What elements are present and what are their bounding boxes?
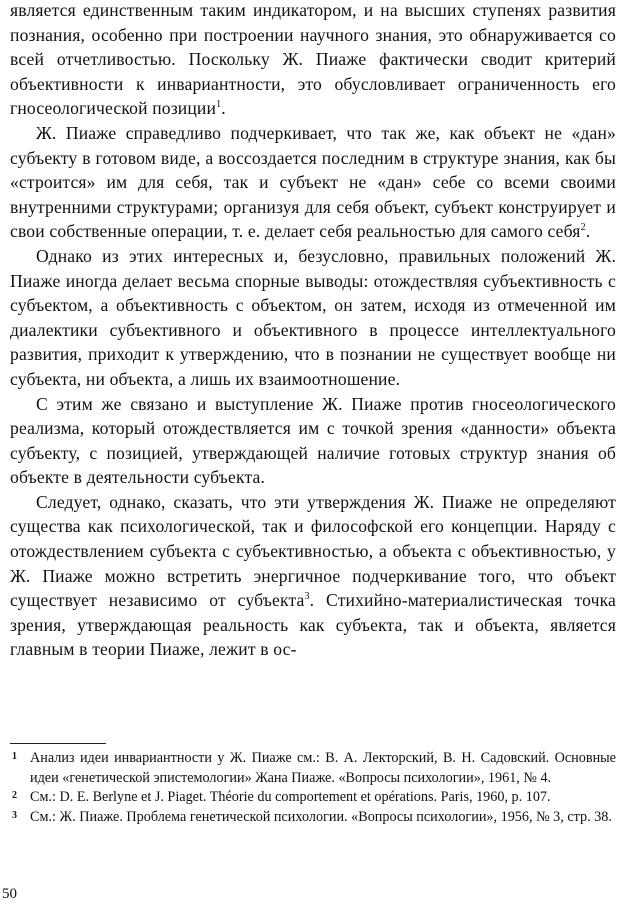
main-text xyxy=(10,0,616,662)
footnote-text: Анализ идеи инвариантности у Ж. Пиаже см.: В. А. Лекторский, В. Н. Садовский. Основные идеи «генетической эпистемологии» Жана Пиаже. «Вопросы психологии», 1961, № 4. xyxy=(30,750,616,786)
footnote-divider xyxy=(10,743,106,744)
paragraph: Ж. Пиаже справедливо подчеркивает, что так же, как объект не «дан» субъекту в готовом виде, а воссоздается последним в структуре знания, как бы «строится» им для себя, так и субъект не «дан» себе со всеми своими внутренними структурами; организуя для себя объект, субъект конструирует и свои собственные операции, т. е. делает себя реальностью для самого себя$^2$. xyxy=(10,122,616,242)
paragraph: С этим же связано и выступление Ж. Пиаже против гносеологического реализма, который отождествляется им с точкой зрения «данности» объекта субъекту, с позицией, утверждающей наличие готовых структур знания об объекте в деятельности субъекта. xyxy=(10,393,616,488)
footnote-text: См.: Ж. Пиаже. Проблема генетической психологии. «Вопросы психологии», 1956, № 3, стр. 38. xyxy=(30,808,612,825)
footnote-mark: 3 xyxy=(12,809,17,821)
footnote-text: См.: D. E. Berlyne et J. Piaget. Théorie du comportement et opérations. Paris, 1960, p. 107. xyxy=(30,789,551,806)
footnote xyxy=(10,788,616,808)
footnote-mark: 1 xyxy=(12,751,17,762)
paragraph: является единственным таким индикатором, и на высших ступенях развития познания, особенно при построении научного знания, это обнаруживается со всей отчетливостью. Поскольку Ж. Пиаже фактически сводит критерий объективности к инвариантности, это обусловливает ограниченность его гносеологической позиции$^1$. xyxy=(10,0,616,119)
paragraph: Однако из этих интересных и, безусловно, правильных положений Ж. Пиаже иногда делает весьма спорные выводы: отождествляя субъективность с субъектом, а объективность с объектом, он затем, исходя из отмеченной им диалектики субъективного и объективного в процессе интеллектуального развития, приходит к утверждению, что в познании не существует вообще ни субъекта, ни объекта, а лишь их взаимоотношение. xyxy=(10,245,616,389)
page-number: 50 xyxy=(2,886,17,902)
footnotes xyxy=(10,749,616,827)
footnote-ref[interactable]: 2 xyxy=(580,222,586,234)
footnote-ref[interactable]: 1 xyxy=(216,99,222,111)
footnote xyxy=(10,749,616,788)
footnote xyxy=(10,808,616,828)
paragraph: Следует, однако, сказать, что эти утверждения Ж. Пиаже не определяют существа как психологической, так и философской его концепции. Наряду с отождествлением субъекта с субъективностью, а объекта с объективностью, у Ж. Пиаже можно встретить энергичное подчеркивание того, что объект существует независимо от субъекта$^3$. Стихийно-материалистическая точка зрения, утверждающая реальность как субъекта, так и объекта, является главным в теории Пиаже, лежит в ос- xyxy=(10,491,616,660)
footnote-ref[interactable]: 3 xyxy=(304,591,310,603)
footnote-mark: 2 xyxy=(12,790,17,802)
